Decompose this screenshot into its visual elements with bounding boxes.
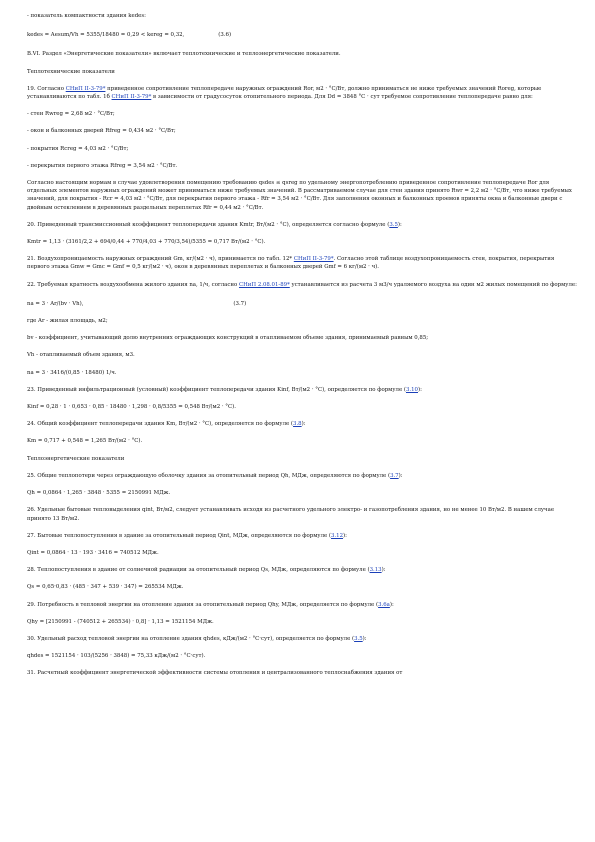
paragraph-15 [27, 317, 577, 325]
text-run: Km = 0,717 + 0,548 = 1,265 Вт/(м2 · °C). [27, 438, 143, 445]
paragraph-26 [27, 506, 577, 522]
reference-link[interactable]: СНиП 2.08.01-89* [238, 281, 290, 288]
paragraph-33 [27, 635, 577, 643]
text-run: ): [362, 635, 367, 642]
paragraph-35 [27, 669, 577, 677]
paragraph-30 [27, 583, 577, 591]
reference-link[interactable]: 3.7 [390, 472, 399, 479]
text-run: 31. Расчетный коэффициент энергетической эффективности системы отопления и централизованного теплоснабжения здания от [27, 670, 403, 677]
text-run: Согласно настоящим нормам в случае удовлетворения помещению требованию qsdes ≤ qsreg по удельному энергопотреблению приведенное сопротивление теплопередаче Ror для отдельных элементов наружных ограждений может приниматься ниже требуемых значений. В рассматриваемом случае для стен здания принято Rwr = 2,2 м2 · °C/Вт, что ниже требуемых значений, для покрытия - Rcr = 4,03 м2 · °C/Вт, для перекрытия первого этажа - Rfr = 3,54 м2 · °C/Вт. Для заполнения оконных и балконных проемов приняты окна и балконные двери с двойным остеклением в деревянных раздельных переплетах Rfr = 0,44 м2 · °C/Вт. [27, 180, 572, 211]
text-run: ): [418, 386, 422, 393]
text-run: 26. Удельные бытовые тепловыделения qint, Вт/м2, следует устанавливать исходя из расчетного удельного электро- и газопотребления здания, но не менее 10 Вт/м2. В нашем случае принято 13 Вт/м2. [27, 507, 555, 522]
text-run: Теплотехнические показатели [27, 68, 115, 75]
text-run: ): [301, 421, 306, 428]
text-run: где Ar - жилая площадь, м2; [27, 318, 108, 325]
reference-link[interactable]: 3.8 [293, 421, 302, 428]
paragraph-11 [27, 238, 577, 246]
paragraph-2 [27, 50, 577, 58]
paragraph-13 [27, 281, 577, 289]
paragraph-0 [27, 12, 577, 20]
paragraph-24 [27, 472, 577, 480]
paragraph-12 [27, 255, 577, 271]
text-run: ): [398, 472, 403, 479]
text-run: в зависимости от градусосуток отопительного периода. Для Dd = 3848 °C · сут требуемое сопротивление теплопередаче равно для: [151, 94, 533, 101]
text-run: 27. Бытовые теплопоступления в здание за отопительный период Qint, МДж, определяются по формуле ( [27, 532, 331, 539]
reference-link[interactable]: 3.6a [378, 601, 390, 608]
paragraph-17 [27, 351, 577, 359]
text-run: - перекрытия первого этажа Rfreg = 3,54 м2 · °C/Вт. [27, 162, 178, 169]
paragraph-20 [27, 403, 577, 411]
text-run: 20. Приведенный трансмиссионный коэффициент теплопередачи здания Kmtr, Вт/(м2 · °C), определяется согласно формуле ( [27, 221, 390, 228]
paragraph-32 [27, 618, 577, 626]
paragraph-10 [27, 221, 577, 229]
paragraph-3 [27, 68, 577, 76]
text-run: ): [397, 221, 402, 228]
paragraph-31 [27, 601, 577, 609]
paragraph-9 [27, 179, 577, 212]
text-run: Kmtr = 1,13 · (3161/2,2 + 694/0,44 + 770/4,03 + 770/3,54)/5355 = 0,717 Вт/(м2 · °C). [27, 239, 266, 246]
text-run: 19. Согласно [27, 85, 66, 92]
text-run: 24. Общий коэффициент теплопередачи здания Km, Вт/(м2 · °C), определяется по формуле ( [27, 421, 294, 428]
paragraph-23 [27, 455, 577, 463]
reference-link[interactable]: 3.5 [354, 635, 363, 642]
paragraph-34 [27, 652, 577, 660]
formula-number: (3.7) [233, 300, 247, 307]
text-run: Qh = 0,0864 · 1,265 · 3848 · 5355 = 2150991 МДж. [27, 490, 171, 497]
text-run: kedes = Aesum/Vh = 5355/18480 = 0,29 < kereg = 0,32, [27, 32, 185, 39]
text-run: Qs = 0,65·0,83 · (485 · 347 + 539 · 347) = 265534 МДж. [27, 584, 184, 591]
reference-link[interactable]: 3.10 [405, 386, 418, 393]
text-run: Теплоэнергетические показатели [27, 455, 125, 462]
text-run: bv - коэффициент, учитывающий долю внутренних ограждающих конструкций в отапливаемом объеме здания, принимаемый равным 0,85; [27, 335, 429, 342]
text-run: - стен Rwreg = 2,68 м2 · °C/Вт; [27, 111, 115, 118]
text-run: Vh - отапливаемый объем здания, м3. [27, 352, 135, 359]
text-run: qhdes = 1521154 · 103/(5256 · 3848) = 75,33 кДж/(м2 · °C·сут). [27, 653, 206, 660]
text-run: Kinf = 0,28 · 1 · 0,653 · 0,85 · 18480 · 1,298 · 0,8/5355 = 0,548 Вт/(м2 · °C). [27, 404, 236, 411]
text-run: ): [389, 601, 394, 608]
text-run: 23. Приведенный инфильтрационный (условный) коэффициент теплопередачи здания Kinf, Вт/(м2 · °C), определяется по формуле ( [27, 386, 406, 393]
paragraph-18 [27, 369, 577, 377]
text-run: ): [381, 567, 386, 574]
paragraph-25 [27, 489, 577, 497]
document-page [27, 12, 577, 678]
paragraph-6 [27, 127, 577, 135]
text-run: приведенное сопротивление теплопередаче наружных ограждений Ror, м2 · °C/Вт, должно приниматься не ниже требуемых значений Roreg, которые устанавливаются по табл. 1б [27, 85, 542, 101]
text-run: 29. Потребность в тепловой энергии на отопление здания за отопительный период Qhy, МДж, определяется по формуле ( [27, 601, 379, 608]
text-run: 28. Теплопоступления в здание от солнечной радиации за отопительный период Qs, МДж, определяются по формуле ( [27, 567, 370, 574]
text-run: B.VI. Раздел «Энергетические показатели» включает теплотехнические и теплоэнергетические показатели. [27, 51, 341, 58]
text-run: na = 3 · Ar/(bv · Vh), [27, 300, 84, 307]
text-run: - окон и балконных дверей Rfreg = 0,434 м2 · °C/Вт; [27, 128, 176, 135]
paragraph-29 [27, 566, 577, 574]
text-run: 25. Общие теплопотери через ограждающую оболочку здания за отопительный период Qh, МДж, определяются по формуле ( [27, 472, 391, 479]
paragraph-8 [27, 162, 577, 170]
text-run: . Согласно этой таблице воздухопроницаемость стен, покрытия, перекрытия первого этажа Gmw = Gmc = Gmf = 0,5 кг/(м2 · ч), окон в деревянных переплетах и балконных дверей Gmf = 6 кг/(м2 · ч). [27, 256, 555, 271]
paragraph-21 [27, 420, 577, 428]
reference-link[interactable]: СНиП II-3-79* [293, 256, 334, 263]
text-run: устанавливается из расчета 3 м3/ч удаляемого воздуха на один м2 жилых помещений по формуле: [289, 281, 577, 288]
text-run: 21. Воздухопроницаемость наружных ограждений Gm, кг/(м2 · ч), принимается по табл. 12* [27, 256, 294, 263]
paragraph-22 [27, 437, 577, 445]
text-run: 22. Требуемая кратность воздухообмена жилого здания na, 1/ч, согласно [27, 281, 239, 288]
text-run: na = 3 · 3416/(0,85 · 18480) 1/ч. [27, 369, 117, 376]
paragraph-4 [27, 85, 577, 101]
text-run: ): [343, 532, 347, 539]
reference-link[interactable]: СНиП II-3-79* [111, 94, 152, 101]
paragraph-1 [27, 31, 577, 39]
text-run: - показатель компактности здания kedes: [27, 13, 146, 19]
formula-number: (3.6) [218, 32, 232, 39]
text-run: 30. Удельный расход тепловой энергии на отопление здания qhdes, кДж/(м2 · °C·сут), определяется по формуле ( [27, 635, 355, 642]
paragraph-5 [27, 110, 577, 118]
paragraph-7 [27, 145, 577, 153]
reference-link[interactable]: 3.5 [389, 221, 398, 228]
text-run: - покрытия Rcreg = 4,03 м2 · °C/Вт; [27, 145, 129, 152]
paragraph-19 [27, 386, 577, 394]
reference-link[interactable]: 3.13 [369, 567, 382, 574]
paragraph-27 [27, 532, 577, 540]
text-run: Qint = 0,0864 · 13 · 193 · 3416 = 740512 МДж. [27, 549, 159, 556]
paragraph-16 [27, 334, 577, 342]
paragraph-28 [27, 549, 577, 557]
text-run: Qhy = [2150991 - (740512 + 265534) · 0,8] · 1,13 = 1521154 МДж. [27, 618, 214, 625]
reference-link[interactable]: 3.12 [331, 532, 344, 539]
paragraph-14 [27, 300, 577, 308]
reference-link[interactable]: СНиП II-3-79* [65, 85, 106, 92]
